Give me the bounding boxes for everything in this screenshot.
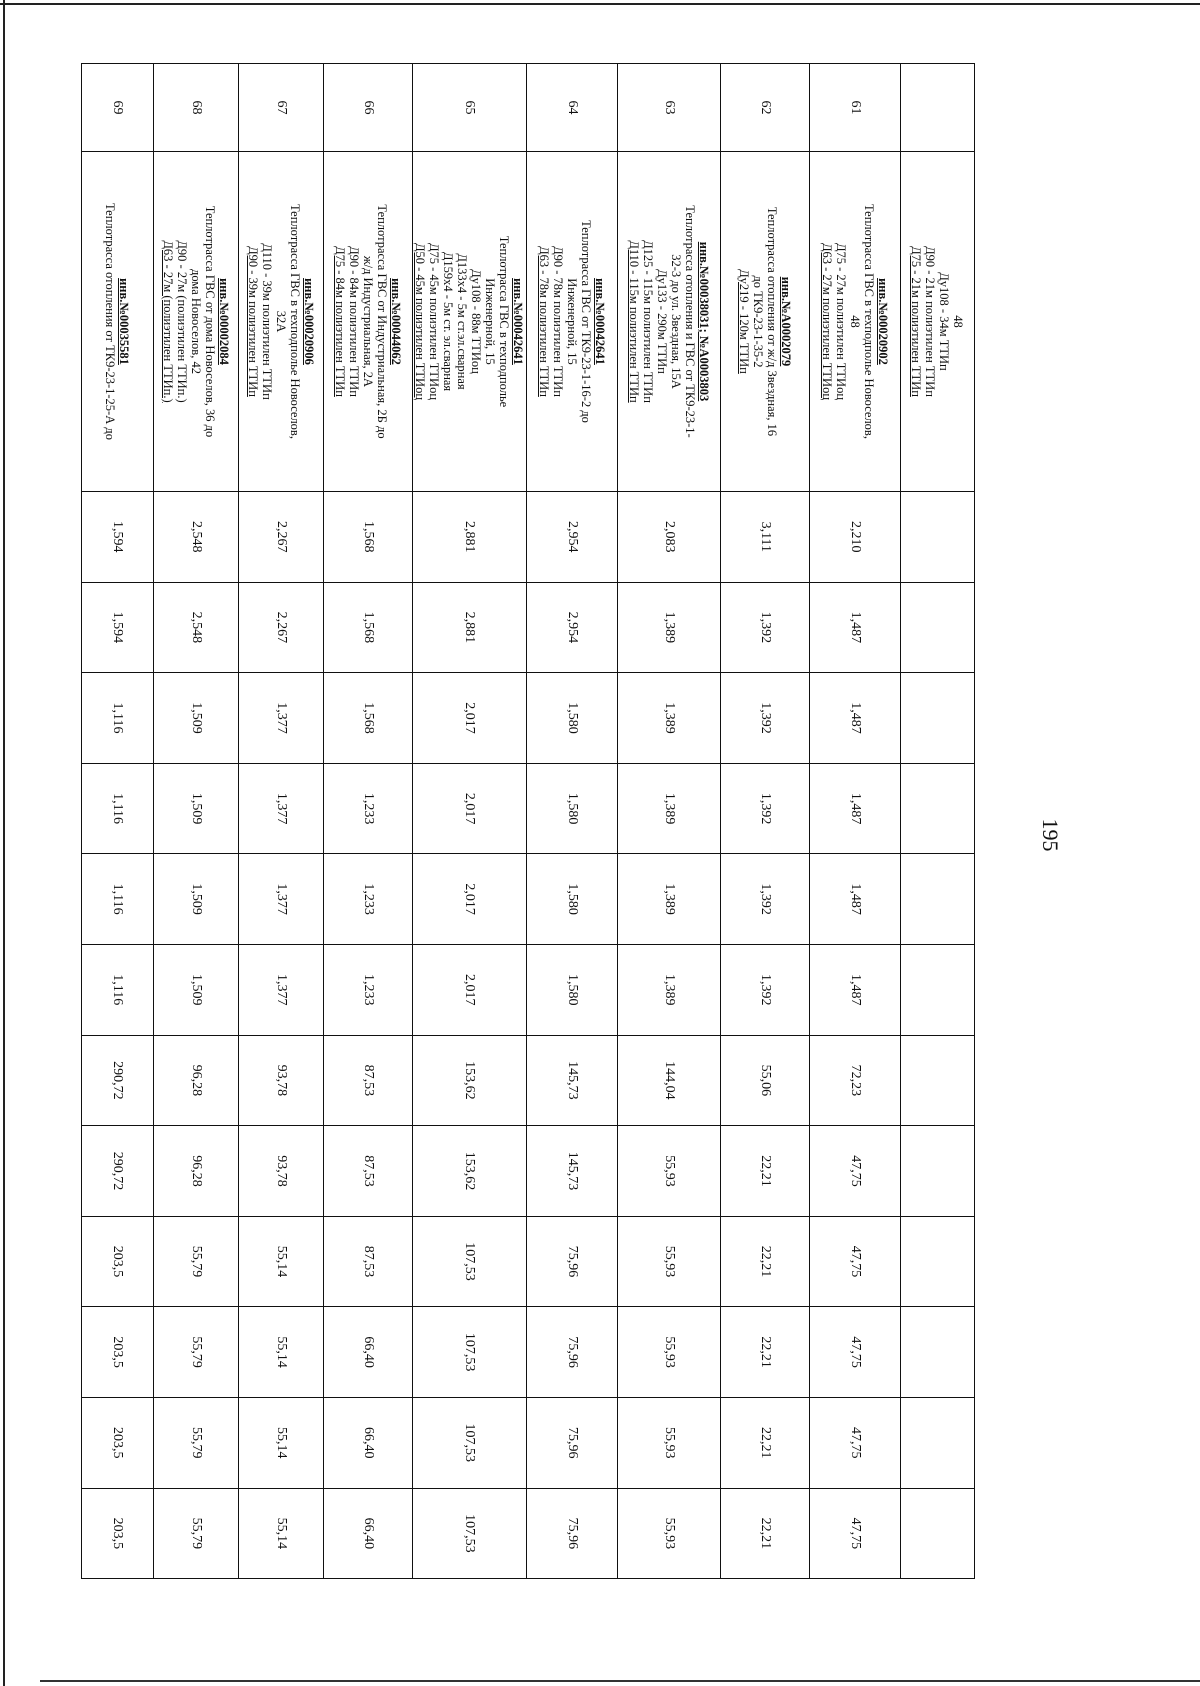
value-cell: 2,954 bbox=[527, 582, 618, 673]
row-number: 69 bbox=[82, 64, 154, 152]
value-cell: 2,210 bbox=[810, 492, 901, 583]
value-cell: 22,21 bbox=[721, 1397, 810, 1488]
value-cell bbox=[901, 1126, 975, 1217]
value-cell: 1,509 bbox=[154, 944, 239, 1035]
value-cell: 1,377 bbox=[239, 854, 324, 945]
row-number: 61 bbox=[810, 64, 901, 152]
description-line: Д75 - 27м полиэтилен ТТИоц bbox=[834, 242, 848, 401]
value-cell: 2,954 bbox=[527, 492, 618, 583]
value-cell: 1,580 bbox=[527, 673, 618, 764]
value-cell: 55,93 bbox=[618, 1307, 721, 1398]
value-cell: 75,96 bbox=[527, 1216, 618, 1307]
value-cell: 66,40 bbox=[324, 1488, 413, 1579]
description-line: Д110 - 39м полиэтилен ТТИп bbox=[260, 243, 274, 400]
value-cell bbox=[901, 854, 975, 945]
row-number bbox=[901, 64, 975, 152]
value-cell: 2,017 bbox=[413, 854, 527, 945]
value-cell: 3,111 bbox=[721, 492, 810, 583]
value-cell: 153,62 bbox=[413, 1126, 527, 1217]
description-line: Теплотрасса отопления и ГВС от ТК9-23-1- bbox=[683, 205, 697, 438]
value-cell: 107,53 bbox=[413, 1397, 527, 1488]
value-cell: 55,79 bbox=[154, 1397, 239, 1488]
description-line: Д90 - 84м полиэтилен ТТИп bbox=[347, 246, 361, 397]
description-line: Д90 - 27м (полиэтилен ТТИп.) bbox=[175, 240, 189, 403]
value-cell: 55,93 bbox=[618, 1488, 721, 1579]
value-cell: 22,21 bbox=[721, 1216, 810, 1307]
value-cell: 1,487 bbox=[810, 763, 901, 854]
value-cell: 1,389 bbox=[618, 944, 721, 1035]
row-description bbox=[527, 152, 618, 492]
page-border-left bbox=[3, 0, 5, 1686]
value-cell: 1,389 bbox=[618, 763, 721, 854]
description-line: Ду108 - 88м ТТИоц bbox=[469, 269, 484, 374]
value-cell: 107,53 bbox=[413, 1488, 527, 1579]
value-cell: 96,28 bbox=[154, 1126, 239, 1217]
value-cell bbox=[901, 763, 975, 854]
value-cell: 66,40 bbox=[324, 1397, 413, 1488]
value-cell: 1,377 bbox=[239, 763, 324, 854]
inventory-number: инв.№00044062 bbox=[389, 278, 403, 365]
value-cell: 2,017 bbox=[413, 673, 527, 764]
value-cell: 145,73 bbox=[527, 1035, 618, 1126]
description-line: Д90 - 21м полиэтилен ТТИп bbox=[923, 246, 938, 397]
value-cell: 55,14 bbox=[239, 1488, 324, 1579]
value-cell: 1,389 bbox=[618, 582, 721, 673]
value-cell: 1,116 bbox=[82, 854, 154, 945]
inventory-number: инв.№00020902 bbox=[876, 278, 890, 365]
value-cell: 203,5 bbox=[82, 1397, 154, 1488]
description-line: 32-3 до ул. Звездная, 15А bbox=[669, 254, 683, 389]
value-cell bbox=[901, 492, 975, 583]
description-line: Ду108 - 34м ТТИп bbox=[937, 272, 952, 371]
value-cell: 1,392 bbox=[721, 854, 810, 945]
value-cell: 87,53 bbox=[324, 1035, 413, 1126]
description-line: до ТК9-23-1-35-2 bbox=[751, 275, 765, 368]
value-cell: 2,017 bbox=[413, 763, 527, 854]
value-cell: 1,392 bbox=[721, 944, 810, 1035]
value-cell: 1,392 bbox=[721, 763, 810, 854]
value-cell: 93,78 bbox=[239, 1126, 324, 1217]
page-border-top bbox=[0, 3, 1200, 5]
description-line: 32А bbox=[274, 310, 288, 333]
inventory-number: инв.№00035581 bbox=[117, 278, 132, 365]
value-cell: 1,389 bbox=[618, 854, 721, 945]
row-number: 68 bbox=[154, 64, 239, 152]
value-cell: 2,548 bbox=[154, 492, 239, 583]
value-cell: 55,93 bbox=[618, 1216, 721, 1307]
value-cell: 1,568 bbox=[324, 492, 413, 583]
value-cell: 55,93 bbox=[618, 1126, 721, 1217]
row-number: 65 bbox=[413, 64, 527, 152]
value-cell: 107,53 bbox=[413, 1216, 527, 1307]
inventory-number: инв.№00020906 bbox=[302, 278, 316, 365]
value-cell: 75,96 bbox=[527, 1488, 618, 1579]
row-number: 66 bbox=[324, 64, 413, 152]
row-description bbox=[618, 152, 721, 492]
description-line: Д75 - 45м полиэтилен ТТИоц bbox=[427, 242, 442, 401]
value-cell: 87,53 bbox=[324, 1126, 413, 1217]
description-line: Теплотрасса отопления от ТК9-23-1-25-А до bbox=[103, 203, 118, 440]
value-cell: 75,96 bbox=[527, 1397, 618, 1488]
value-cell: 2,267 bbox=[239, 582, 324, 673]
description-line: Д133х4 - 5м ст.эл.сварная bbox=[455, 253, 470, 390]
value-cell: 87,53 bbox=[324, 1216, 413, 1307]
value-cell: 1,116 bbox=[82, 944, 154, 1035]
value-cell: 107,53 bbox=[413, 1307, 527, 1398]
value-cell bbox=[901, 582, 975, 673]
description-line: ж/д Индустриальная, 2А bbox=[361, 255, 375, 388]
value-cell: 203,5 bbox=[82, 1216, 154, 1307]
value-cell: 66,40 bbox=[324, 1307, 413, 1398]
description-line: Д63 - 27м полиэтилен ТТИоц bbox=[820, 242, 834, 401]
value-cell: 55,14 bbox=[239, 1397, 324, 1488]
value-cell: 1,116 bbox=[82, 763, 154, 854]
description-line: Д125 - 115м полиэтилен ТТИп bbox=[641, 240, 655, 403]
value-cell bbox=[901, 1216, 975, 1307]
description-line: Теплотрасса ГВС от дома Новоселов, 36 до bbox=[203, 205, 217, 438]
value-cell: 1,580 bbox=[527, 763, 618, 854]
value-cell: 55,79 bbox=[154, 1488, 239, 1579]
table-row bbox=[324, 64, 413, 1579]
value-cell: 1,594 bbox=[82, 582, 154, 673]
row-number: 62 bbox=[721, 64, 810, 152]
value-cell: 1,509 bbox=[154, 763, 239, 854]
description-line: Д159х4 - 5м ст. эл.сварная bbox=[441, 251, 456, 392]
row-number: 63 bbox=[618, 64, 721, 152]
row-description bbox=[810, 152, 901, 492]
value-cell: 55,06 bbox=[721, 1035, 810, 1126]
value-cell: 75,96 bbox=[527, 1307, 618, 1398]
value-cell: 1,568 bbox=[324, 673, 413, 764]
value-cell: 1,487 bbox=[810, 673, 901, 764]
description-line: дома Новоселов, 42 bbox=[189, 269, 203, 374]
value-cell: 22,21 bbox=[721, 1307, 810, 1398]
inventory-number: инв.№00002084 bbox=[217, 278, 231, 365]
value-cell: 1,233 bbox=[324, 763, 413, 854]
value-cell: 2,267 bbox=[239, 492, 324, 583]
value-cell: 96,28 bbox=[154, 1035, 239, 1126]
table-row bbox=[721, 64, 810, 1579]
value-cell: 1,487 bbox=[810, 944, 901, 1035]
page-number: 195 bbox=[1038, 818, 1063, 852]
value-cell: 55,79 bbox=[154, 1307, 239, 1398]
description-line: Ду219 - 120м ТТИп bbox=[737, 269, 751, 374]
value-cell: 47,75 bbox=[810, 1488, 901, 1579]
value-cell: 1,233 bbox=[324, 854, 413, 945]
value-cell bbox=[901, 1488, 975, 1579]
inventory-number: инв.№00038031; №А0003803 bbox=[697, 241, 711, 402]
page-border-bottom bbox=[40, 1680, 1200, 1682]
value-cell: 47,75 bbox=[810, 1307, 901, 1398]
value-cell: 144,04 bbox=[618, 1035, 721, 1126]
value-cell: 1,594 bbox=[82, 492, 154, 583]
table-row bbox=[810, 64, 901, 1579]
inventory-number: инв.№А0002079 bbox=[779, 276, 793, 367]
value-cell: 55,14 bbox=[239, 1216, 324, 1307]
description-line: Ду133 - 290м ТТИп bbox=[655, 269, 669, 374]
description-line: Д63 - 78м полиэтилен ТТИп bbox=[537, 246, 551, 397]
inventory-number: инв.№00042641 bbox=[593, 278, 607, 365]
value-cell: 290,72 bbox=[82, 1126, 154, 1217]
table-row bbox=[527, 64, 618, 1579]
inventory-number: инв.№00042641 bbox=[511, 278, 526, 365]
value-cell: 2,881 bbox=[413, 492, 527, 583]
description-line: Теплотрасса ГВС от Индустриальная, 2Б до bbox=[375, 204, 389, 439]
table-row bbox=[154, 64, 239, 1579]
value-cell: 47,75 bbox=[810, 1126, 901, 1217]
row-description bbox=[324, 152, 413, 492]
value-cell bbox=[901, 1307, 975, 1398]
value-cell: 47,75 bbox=[810, 1397, 901, 1488]
value-cell: 1,116 bbox=[82, 673, 154, 764]
value-cell bbox=[901, 1397, 975, 1488]
value-cell: 55,14 bbox=[239, 1307, 324, 1398]
row-description bbox=[413, 152, 527, 492]
value-cell: 72,23 bbox=[810, 1035, 901, 1126]
row-description bbox=[239, 152, 324, 492]
description-line: Теплотрасса ГВС от ТК9-23-1-16-2 до bbox=[579, 220, 593, 423]
description-line: Д50 - 45м полиэтилен ТТИоц bbox=[413, 242, 428, 401]
value-cell: 1,568 bbox=[324, 582, 413, 673]
value-cell: 22,21 bbox=[721, 1126, 810, 1217]
value-cell: 55,79 bbox=[154, 1216, 239, 1307]
value-cell bbox=[901, 1035, 975, 1126]
value-cell: 93,78 bbox=[239, 1035, 324, 1126]
value-cell: 22,21 bbox=[721, 1488, 810, 1579]
value-cell: 1,377 bbox=[239, 673, 324, 764]
table-row bbox=[82, 64, 154, 1579]
description-line: 48 bbox=[848, 315, 862, 328]
description-line: Инженерной, 15 bbox=[565, 278, 579, 365]
value-cell: 1,377 bbox=[239, 944, 324, 1035]
value-cell: 153,62 bbox=[413, 1035, 527, 1126]
value-cell: 1,389 bbox=[618, 673, 721, 764]
value-cell bbox=[901, 944, 975, 1035]
table-row bbox=[618, 64, 721, 1579]
row-description bbox=[154, 152, 239, 492]
row-number: 64 bbox=[527, 64, 618, 152]
table-body bbox=[82, 64, 975, 1579]
description-line: Теплотрасса отопления от ж/д Звездная, 16 bbox=[765, 206, 779, 437]
table-row bbox=[239, 64, 324, 1579]
rotated-page-content bbox=[82, 63, 975, 1578]
value-cell: 1,487 bbox=[810, 854, 901, 945]
value-cell: 1,392 bbox=[721, 673, 810, 764]
heating-network-table bbox=[81, 63, 975, 1579]
value-cell: 2,083 bbox=[618, 492, 721, 583]
value-cell: 203,5 bbox=[82, 1307, 154, 1398]
description-line: Д75 - 84м полиэтилен ТТИп bbox=[333, 246, 347, 397]
value-cell: 1,233 bbox=[324, 944, 413, 1035]
description-line: Д75 - 21м полиэтилен ТТИп bbox=[909, 246, 924, 397]
value-cell: 2,548 bbox=[154, 582, 239, 673]
description-line: Теплотрасса ГВС в техподполье Новоселов, bbox=[288, 204, 302, 439]
description-line: Теплотрасса ГВС в техподполье bbox=[497, 235, 512, 408]
table-row bbox=[901, 64, 975, 1579]
description-line: Д110 - 115м полиэтилен ТТИп bbox=[627, 240, 641, 403]
value-cell: 55,93 bbox=[618, 1397, 721, 1488]
value-cell bbox=[901, 673, 975, 764]
value-cell: 1,392 bbox=[721, 582, 810, 673]
row-number: 67 bbox=[239, 64, 324, 152]
row-description bbox=[82, 152, 154, 492]
value-cell: 203,5 bbox=[82, 1488, 154, 1579]
table-row bbox=[413, 64, 527, 1579]
value-cell: 1,509 bbox=[154, 854, 239, 945]
description-line: Д90 - 78м полиэтилен ТТИп bbox=[551, 246, 565, 397]
description-line: Инженерной, 15 bbox=[483, 278, 498, 365]
value-cell: 47,75 bbox=[810, 1216, 901, 1307]
description-line: Д90 - 39м полиэтилен ТТИп bbox=[246, 246, 260, 397]
row-description bbox=[901, 152, 975, 492]
value-cell: 145,73 bbox=[527, 1126, 618, 1217]
description-line: Теплотрасса ГВС в техподполье Новоселов, bbox=[862, 204, 876, 439]
value-cell: 1,580 bbox=[527, 854, 618, 945]
value-cell: 1,509 bbox=[154, 673, 239, 764]
value-cell: 290,72 bbox=[82, 1035, 154, 1126]
description-line: Д63 - 27м (полиэтилен ТТИп.) bbox=[161, 240, 175, 403]
row-description bbox=[721, 152, 810, 492]
value-cell: 2,017 bbox=[413, 944, 527, 1035]
description-line: 48 bbox=[951, 315, 966, 328]
value-cell: 1,580 bbox=[527, 944, 618, 1035]
value-cell: 1,487 bbox=[810, 582, 901, 673]
value-cell: 2,881 bbox=[413, 582, 527, 673]
